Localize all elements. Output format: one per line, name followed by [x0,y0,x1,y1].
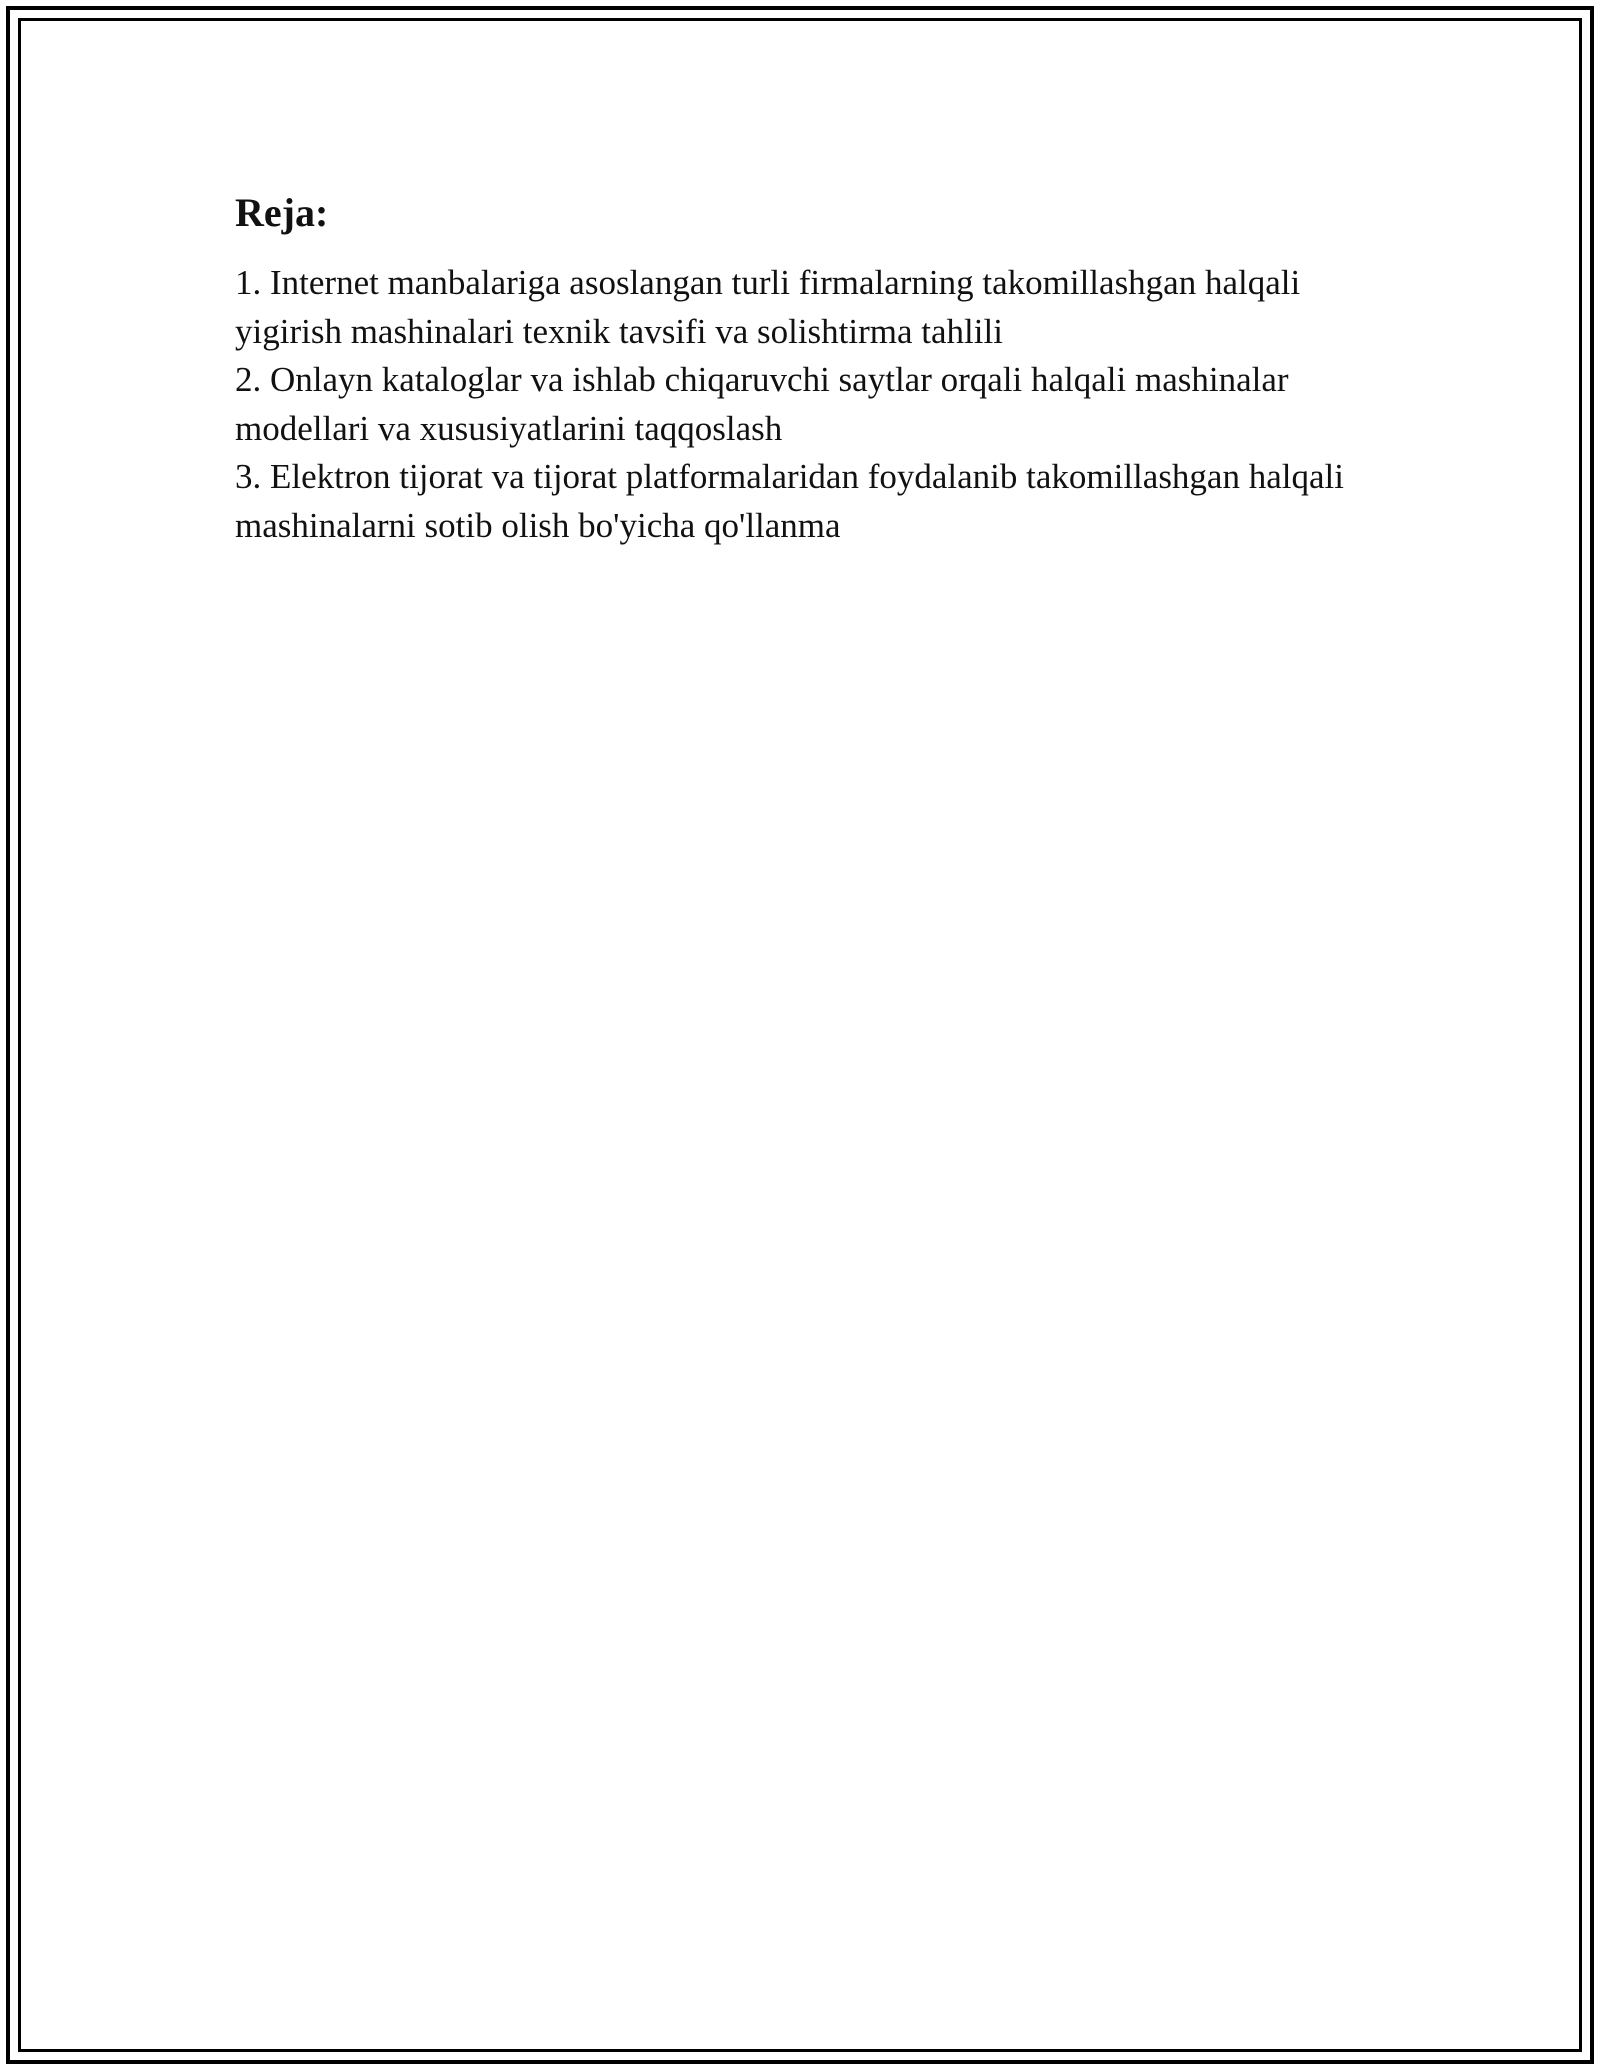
plan-item-1: 1. Internet manbalariga asoslangan turli firmalarning takomillashgan halqali yigirish mashinalari texnik tavsifi va solishtirma tahlili [235,263,1301,351]
plan-heading: Reja: [235,190,329,235]
page-content [235,185,1385,550]
plan-list [235,259,1385,550]
plan-item-3: 3. Elektron tijorat va tijorat platformalaridan foydalanib takomillashgan halqali mashinalarni sotib olish bo'yicha qo'llanma [235,457,1344,545]
plan-item-2: 2. Onlayn kataloglar va ishlab chiqaruvchi saytlar orqali halqali mashinalar modellari va xususiyatlarini taqqoslash [235,360,1289,448]
